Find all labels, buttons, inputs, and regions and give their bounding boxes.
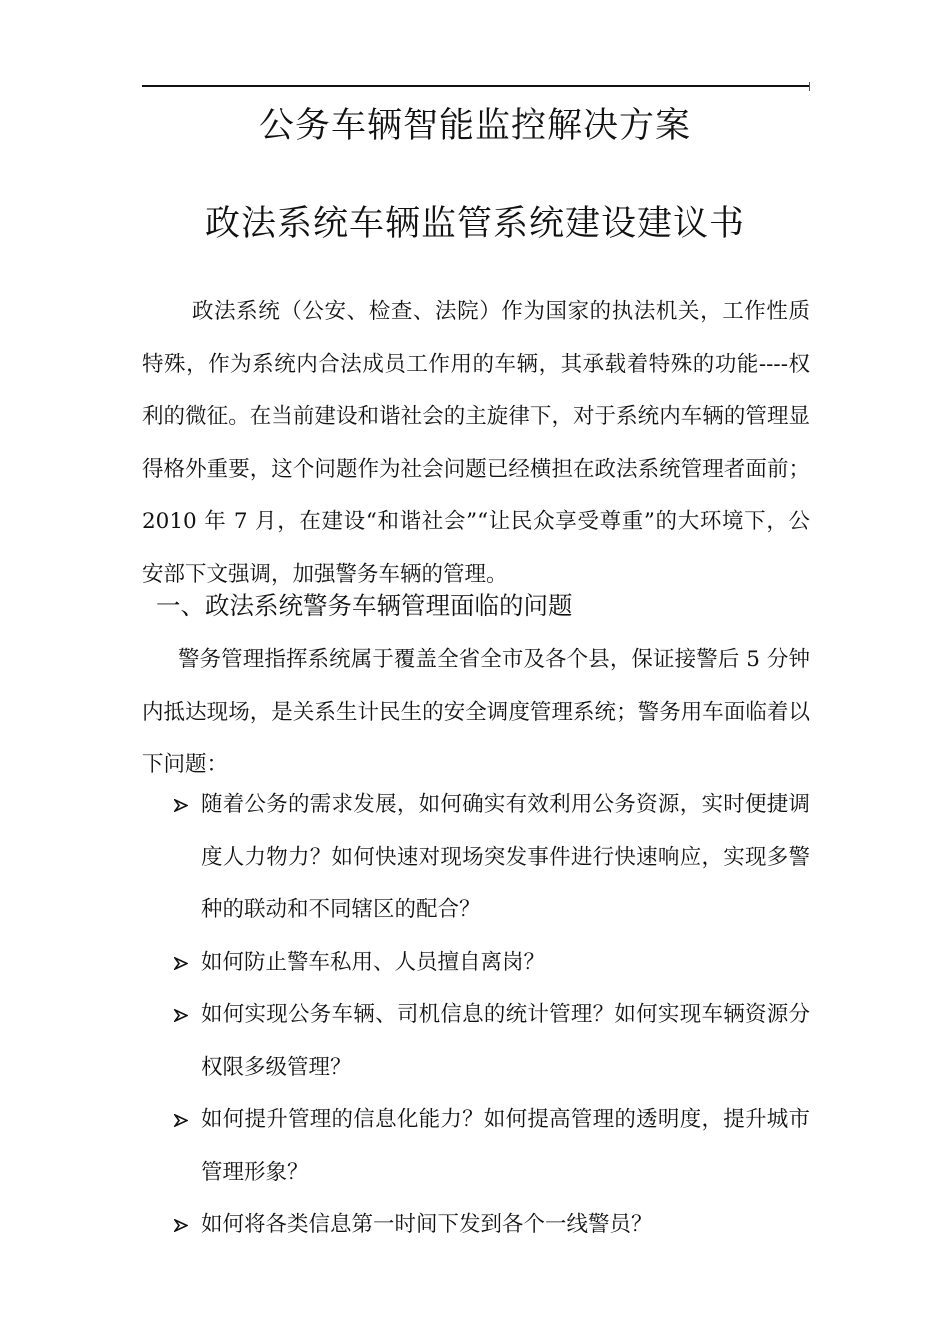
header-rule [142, 85, 810, 87]
problem-list [170, 779, 810, 1252]
list-item [170, 937, 810, 990]
list-item [170, 1199, 810, 1252]
list-item-text: 如何实现公务车辆、司机信息的统计管理？如何实现车辆资源分权限多级管理？ [201, 1002, 810, 1080]
arrow-bullet-icon [170, 1199, 190, 1252]
arrow-bullet-icon [170, 779, 190, 832]
list-item-text: 如何提升管理的信息化能力？如何提高管理的透明度，提升城市管理形象？ [201, 1107, 810, 1185]
list-item-text: 如何防止警车私用、人员擅自离岗？ [201, 949, 546, 975]
header-rule-tick [809, 82, 810, 91]
document-title: 公务车辆智能监控解决方案 [258, 106, 691, 146]
arrow-bullet-icon [170, 989, 190, 1042]
document-subtitle: 政法系统车辆监管系统建设建议书 [204, 204, 745, 244]
arrow-bullet-icon [170, 937, 190, 990]
section-heading: 一、政法系统警务车辆管理面临的问题 [156, 591, 573, 620]
list-item-text: 如何将各类信息第一时间下发到各个一线警员？ [201, 1212, 653, 1237]
list-item [170, 779, 810, 937]
intro-paragraph: 政法系统（公安、检查、法院）作为国家的执法机关，工作性质特殊，作为系统内合法成员工作用的车辆，其承载着特殊的功能----权利的微征。在当前建设和谐社会的主旋律下，对于系统内车辆的管理显得格外重要，这个问题作为社会问题已经横担在政法系统管理者面前；2010 年 7 月，在建设“和谐社会”“让民众享受尊重”的大环境下，公安部下文强调，加强警务车辆的管理。 [142, 299, 810, 587]
section-paragraph: 警务管理指挥系统属于覆盖全省全市及各个县，保证接警后 5 分钟内抵达现场，是关系生计民生的安全调度管理系统；警务用车面临着以下问题： [142, 647, 810, 777]
list-item [170, 989, 810, 1094]
list-item-text: 随着公务的需求发展，如何确实有效利用公务资源，实时便捷调度人力物力？如何快速对现场突发事件进行快速响应，实现多警种的联动和不同辖区的配合？ [201, 792, 810, 922]
arrow-bullet-icon [170, 1094, 190, 1147]
list-item [170, 1094, 810, 1199]
